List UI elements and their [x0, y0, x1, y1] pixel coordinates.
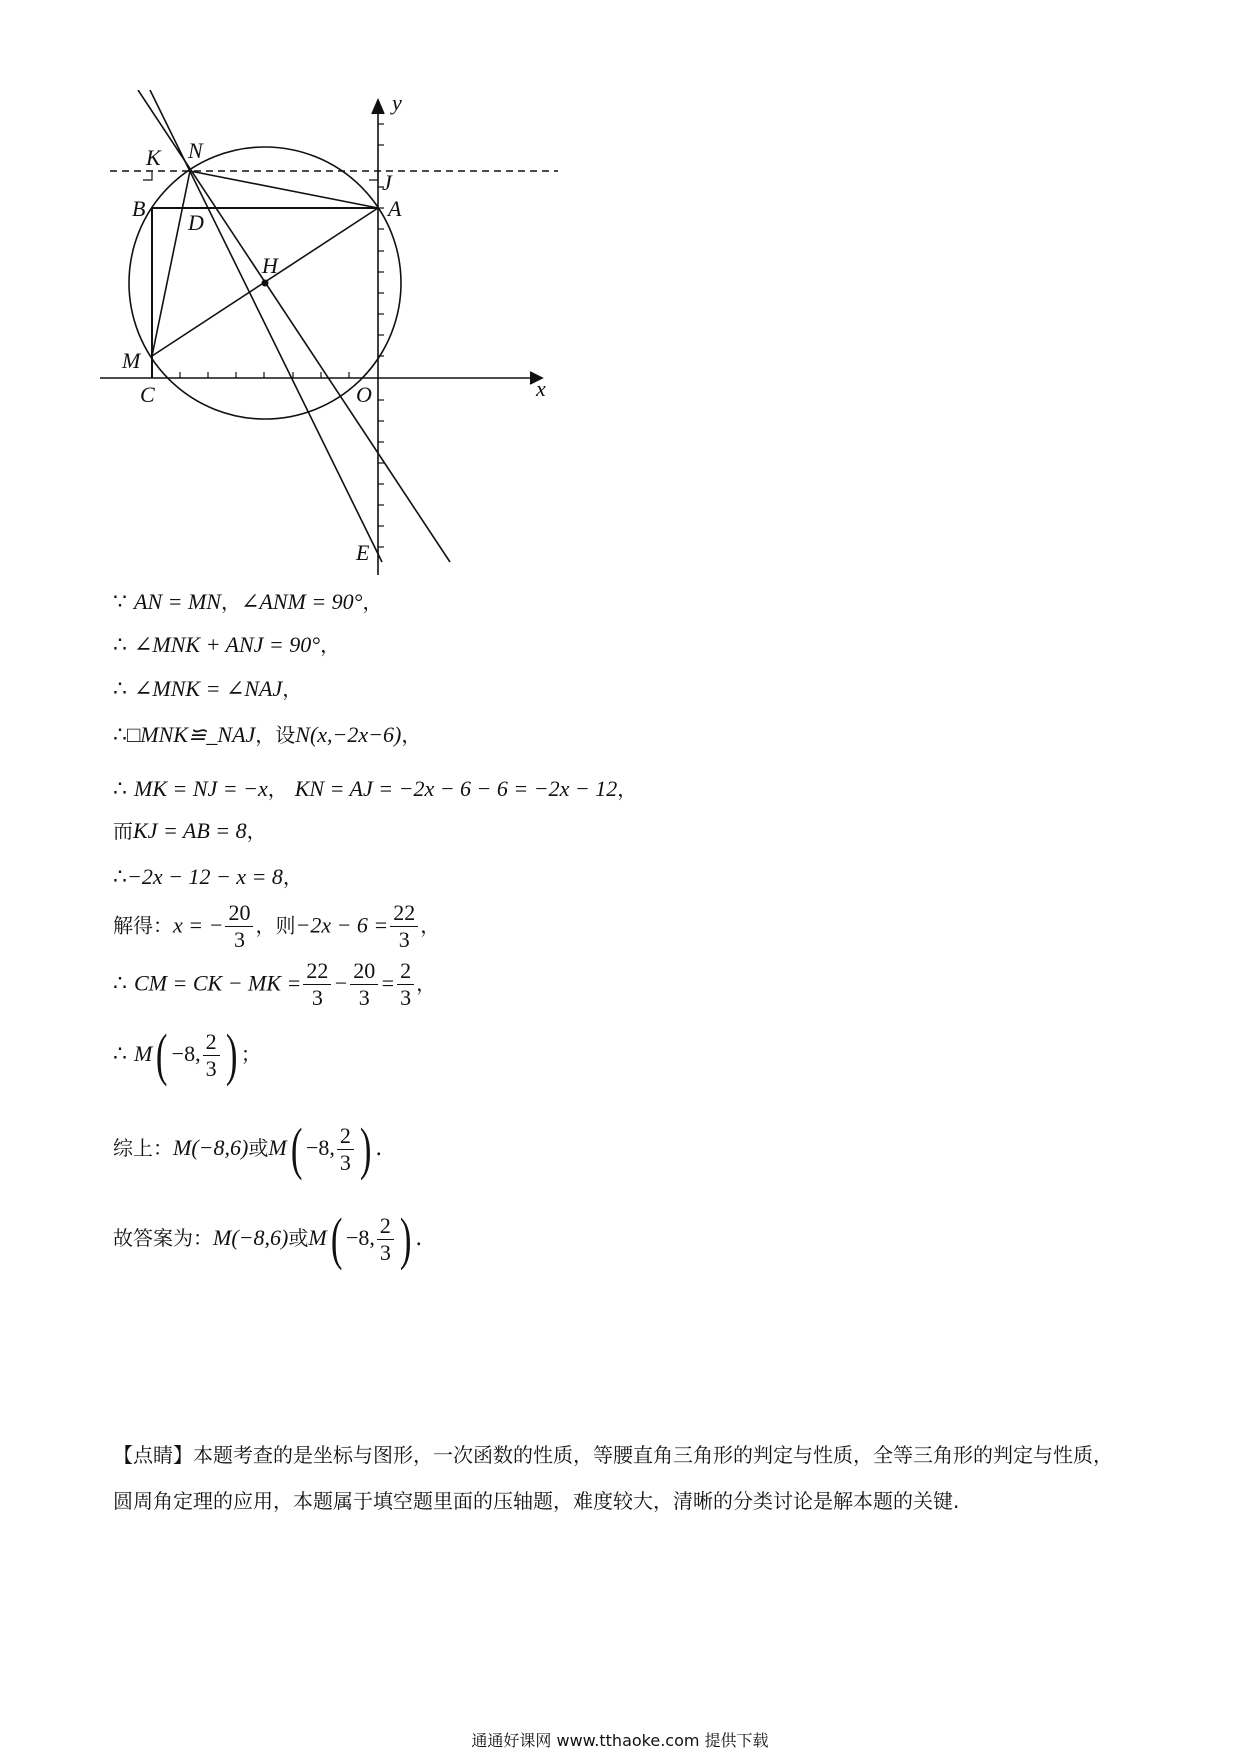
right-angle-k [143, 171, 152, 180]
label-a: A [388, 196, 402, 221]
y-axis-arrow [372, 100, 384, 114]
fraction: $\frac{2}{3}$ [203, 1029, 220, 1082]
label-b: B [132, 196, 146, 221]
line-11: 综上：M(−8,6)或M( −8, $\frac{2}{3}$ ) . [113, 1116, 383, 1181]
label-h: H [262, 253, 278, 278]
fraction: $\frac{22}{3}$ [303, 958, 331, 1011]
line-7: ∴−2x − 12 − x = 8， [113, 864, 303, 890]
geometry-figure [100, 90, 620, 650]
label-e: E [356, 540, 370, 565]
fraction: $\frac{20}{3}$ [225, 900, 253, 953]
label-j: J [382, 170, 392, 195]
fraction: $\frac{22}{3}$ [390, 900, 418, 953]
label-m: M [122, 348, 141, 373]
right-angle-j [369, 171, 378, 180]
label-y: y [392, 90, 402, 115]
line-6: 而KJ = AB = 8， [113, 818, 267, 843]
fraction: $\frac{2}{3}$ [397, 958, 414, 1011]
x-ticks [180, 372, 349, 378]
label-c: C [140, 382, 155, 407]
line-10: ∴ M( −8, $\frac{2}{3}$ ) ； [113, 1022, 261, 1087]
fraction: $\frac{2}{3}$ [377, 1213, 394, 1266]
commentary-note: 【点睛】本题考查的是坐标与图形，一次函数的性质，等腰直角三角形的判定与性质，全等三角形的判定与性质，圆周角定理的应用，本题属于填空题里面的压轴题，难度较大，清晰的分类讨论是解本题的关键. [113, 1443, 1113, 1513]
line-2: ∴ ∠MNK + ANJ = 90°， [113, 632, 341, 658]
label-x: x [536, 376, 546, 401]
point-h [262, 280, 269, 287]
fraction: $\frac{20}{3}$ [350, 958, 378, 1011]
line-12: 故答案为：M(−8,6)或M( −8, $\frac{2}{3}$ ) . [113, 1206, 423, 1271]
line-9: ∴ CM = CK − MK = $\frac{22}{3}$ − $\frac{20}{3}$ = $\frac{2}{3}$ ， [113, 958, 437, 1010]
footer: 通通好课网 www.tthaoke.com 提供下载 [471, 1731, 769, 1750]
line-8: 解得：x = − $\frac{20}{3}$ ，则−2x − 6 = $\frac{22}{3}$ ， [113, 900, 441, 952]
label-n: N [188, 138, 203, 163]
line-5: ∴ MK = NJ = −x， KN = AJ = −2x − 6 − 6 = −2x − 12， [113, 776, 638, 802]
fraction: $\frac{2}{3}$ [337, 1123, 354, 1176]
line-1: ∵ AN = MN，∠ANM = 90°， [113, 589, 383, 615]
label-k: K [146, 145, 161, 170]
label-o: O [356, 382, 372, 407]
line-4: ∴□MNK≌_NAJ，设N(x,−2x−6)， [113, 722, 422, 748]
line-3: ∴ ∠MNK = ∠NAJ， [113, 676, 303, 702]
label-d: D [188, 210, 204, 235]
line-through-n-h [138, 90, 450, 562]
